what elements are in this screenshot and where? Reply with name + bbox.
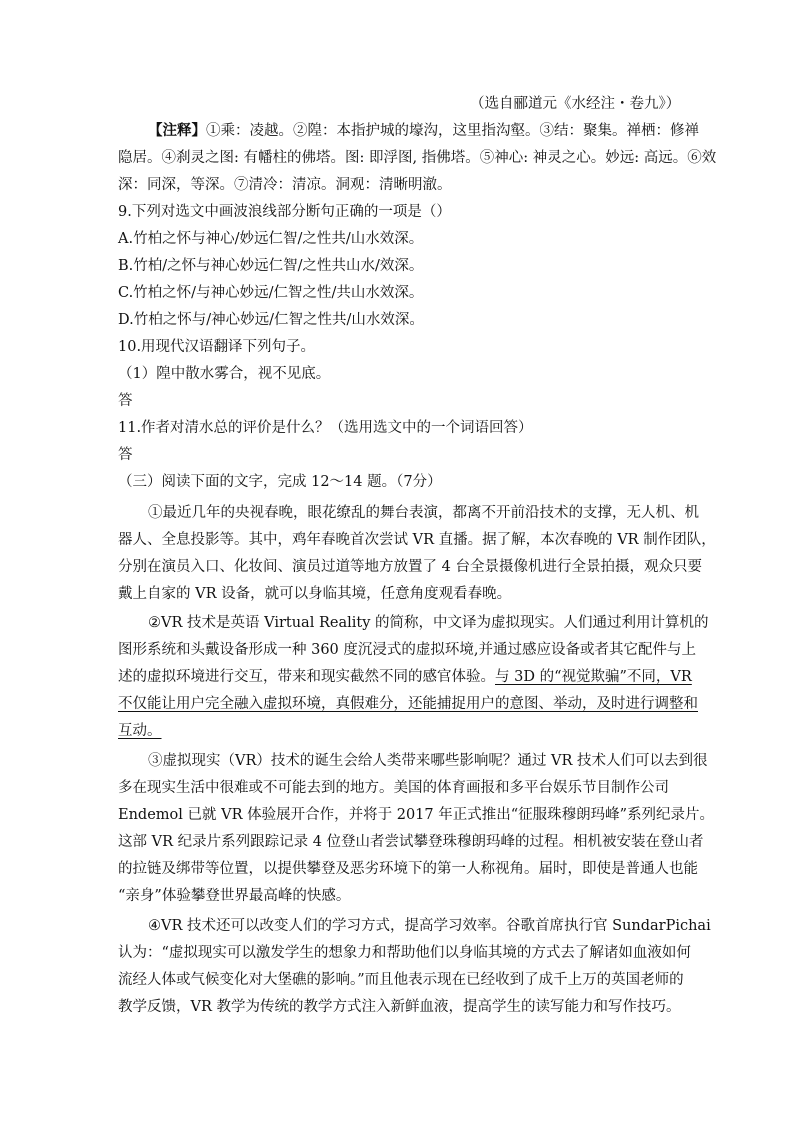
paragraph-3-line-2: 多在现实生活中很难或不可能去到的地方。美国的体育画报和多平台娱乐节目制作公司: [118, 780, 669, 796]
question-9-option-c: C.竹柏之怀/与神心妙远/仁智之性/共山水效深。: [118, 285, 424, 301]
paragraph-4-line-3: 流经人体或气候变化对大堡礁的影响。”而且他表示现在已经收到了成千上万的英国老师的: [118, 972, 684, 988]
paragraph-2-line-5: 互动。: [118, 723, 162, 739]
question-10-stem: 10.用现代汉语翻译下列句子。: [118, 339, 316, 355]
paragraph-2-line-2: 图形系统和头戴设备形成一种 360 度沉浸式的虚拟环境,并通过感应设备或者其它配件与上: [118, 642, 696, 658]
question-10-sub-1: （1）隍中散水雾合，视不见底。: [118, 366, 331, 382]
section-3-heading: （三）阅读下面的文字，完成 12～14 题。（7分）: [118, 474, 442, 490]
paragraph-2-line-3-text: 述的虚拟环境进行交互，带来和现实截然不同的感官体验。: [118, 669, 495, 685]
paragraph-2-underlined-start: 与 3D 的“视觉欺骗”不同，VR: [495, 669, 692, 685]
question-9-option-b: B.竹柏/之怀与神心妙远仁智/之性共山水/效深。: [118, 258, 424, 274]
paragraph-2-line-3: [118, 664, 692, 690]
question-9-option-a: A.竹柏之怀与神心/妙远仁智/之性共/山水效深。: [118, 231, 424, 247]
notes-line-3: 深：同深，等深。⑦清冷：清凉。洞观：清晰明澈。: [118, 177, 452, 193]
question-9-stem: 9.下列对选文中画波浪线部分断句正确的一项是（）: [118, 204, 451, 220]
paragraph-2-line-1: ②VR 技术是英语 Virtual Reality 的简称，中文译为虚拟现实。人们通过利用计算机的: [148, 615, 709, 631]
paragraph-3-line-1: ③虚拟现实（VR）技术的诞生会给人类带来哪些影响呢？通过 VR 技术人们可以去到很: [148, 753, 708, 769]
notes-label: 【注释】: [148, 122, 206, 139]
paragraph-1-line-3: 分别在演员入口、化妆间、演员过道等地方放置了 4 台全景摄像机进行全景拍摄，观众只要: [118, 559, 702, 575]
paragraph-1-line-1: ①最近几年的央视春晚，眼花缭乱的舞台表演，都离不开前沿技术的支撑，无人机、机: [148, 505, 699, 521]
paragraph-2-line-4: 不仅能让用户完全融入虚拟环境，真假难分，还能捕捉用户的意图、举动，及时进行调整和: [118, 696, 698, 712]
paragraph-4-line-2: 认为：“虚拟现实可以激发学生的想象力和帮助他们以身临其境的方式去了解诸如血液如何: [118, 945, 691, 961]
paragraph-3-line-3: Endemol 已就 VR 体验展开合作，并将于 2017 年正式推出“征服珠穆朗玛峰”系列纪录片。: [118, 807, 715, 823]
paragraph-3-line-4: 这部 VR 纪录片系列跟踪记录 4 位登山者尝试攀登珠穆朗玛峰的过程。相机被安装在登山者: [118, 834, 704, 850]
notes-line-2: 隐居。④刹灵之图: 有幡柱的佛塔。图: 即浮图, 指佛塔。⑤神心: 神灵之心。妙远: 高远。⑥效: [118, 150, 717, 166]
paragraph-1-line-2: 器人、全息投影等。其中，鸡年春晚首次尝试 VR 直播。据了解，本次春晚的 VR 制作团队，: [118, 532, 716, 548]
paragraph-1-line-4: 戴上自家的 VR 设备，就可以身临其境，任意角度观看春晚。: [118, 586, 512, 602]
notes-line-1: [148, 118, 708, 144]
paragraph-3-line-6: “亲身”体验攀登世界最高峰的快感。: [118, 888, 351, 904]
paragraph-3-line-5: 的拉链及绑带等位置，以提供攀登及恶劣环境下的第一人称视角。届时，即使是普通人也能: [118, 861, 698, 877]
question-11-stem: 11.作者对清水总的评价是什么？（选用选文中的一个词语回答）: [118, 420, 533, 436]
paragraph-4-line-1: ④VR 技术还可以改变人们的学习方式，提高学习效率。谷歌首席执行官 SundarPichai: [148, 918, 711, 934]
question-11-answer: 答: [118, 447, 133, 463]
source-citation: （选自郦道元《水经注・卷九》）: [470, 96, 681, 112]
notes-text-1: ①乘：凌越。②隍：本指护城的壕沟，这里指沟壑。③结：聚集。禅栖：修禅: [206, 123, 699, 139]
question-9-option-d: D.竹柏之怀与/神心妙远/仁智之性共/山水效深。: [118, 312, 424, 328]
question-10-answer: 答: [118, 393, 133, 409]
paragraph-4-line-4: 教学反馈，VR 教学为传统的教学方式注入新鲜血液，提高学生的读写能力和写作技巧。: [118, 999, 681, 1015]
